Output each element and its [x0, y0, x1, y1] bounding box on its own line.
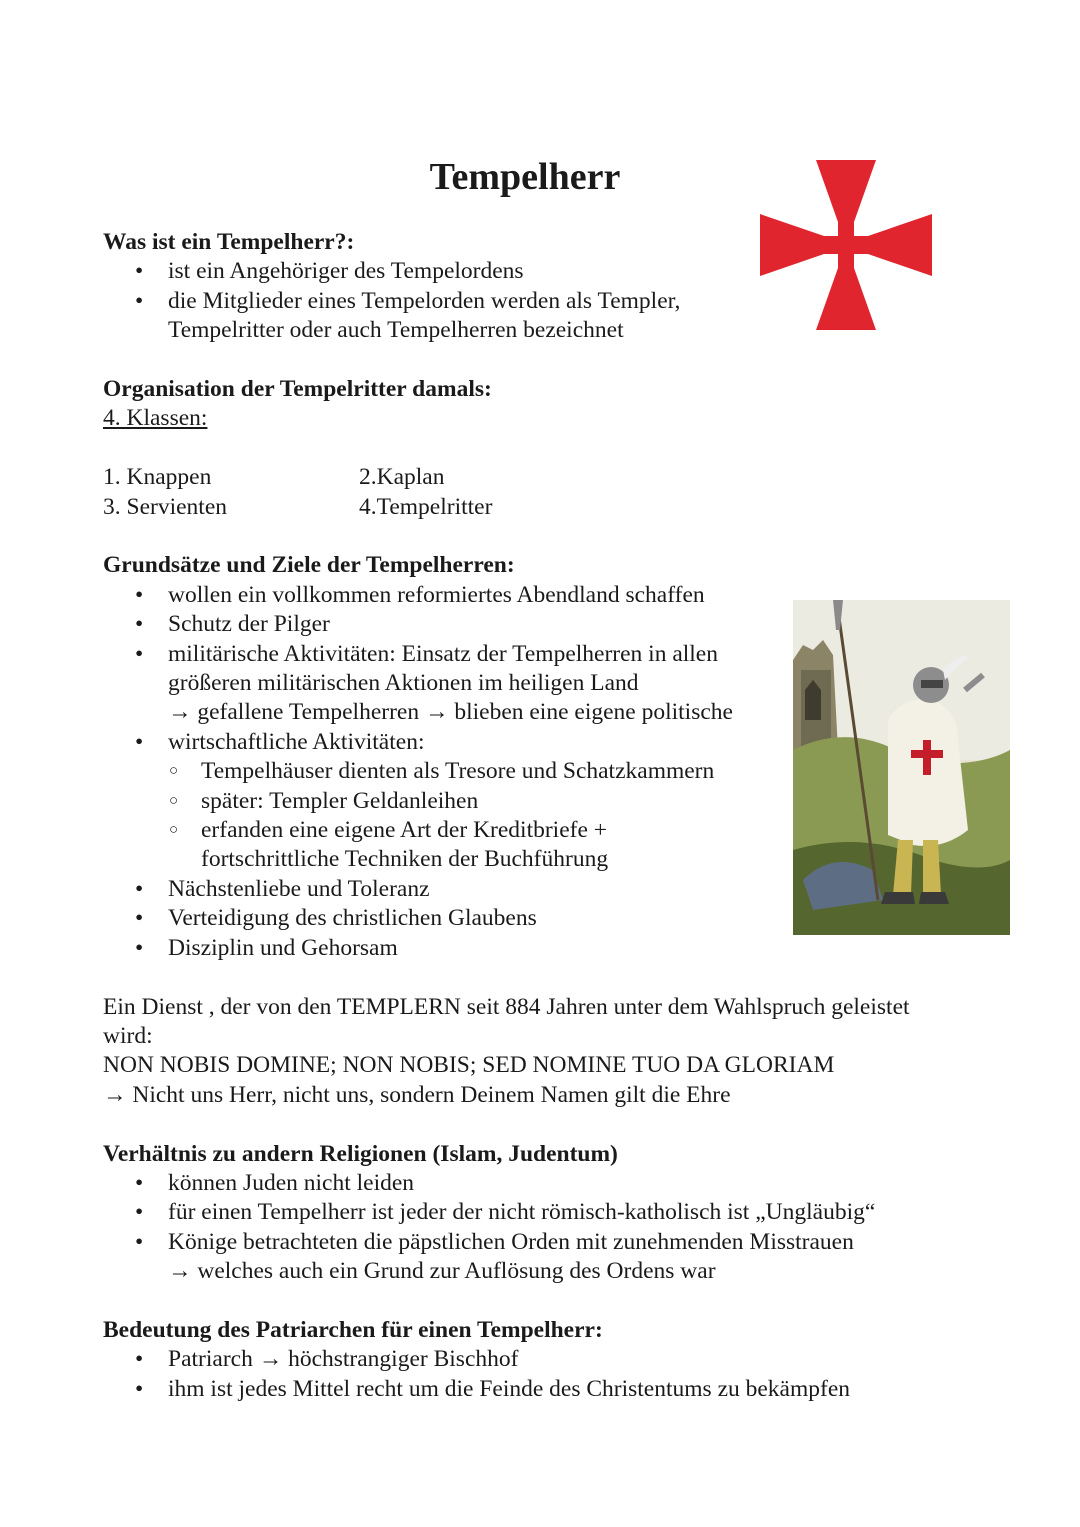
motto-latin: NON NOBIS DOMINE; NON NOBIS; SED NOMINE TUO DA GLORIAM — [103, 1052, 835, 1079]
classes-grid — [103, 463, 1003, 522]
sub-list-item: ○ erfanden eine eigene Art der Kreditbriefe + fortschrittliche Techniken der Buchführung — [103, 816, 1003, 875]
class-item: 4.Tempelritter — [359, 493, 493, 520]
document-body — [103, 228, 1003, 1404]
sub-list-item: ○ Tempelhäuser dienten als Tresore und Schatzkammern — [103, 757, 1003, 786]
class-item: 3. Servienten — [103, 493, 227, 520]
sub-list-item: ○ später: Templer Geldanleihen — [103, 787, 1003, 816]
list-item: • ihm ist jedes Mittel recht um die Feinde des Christentums zu bekämpfen — [103, 1375, 1003, 1404]
motto-translation: → Nicht uns Herr, nicht uns, sondern Deinem Namen gilt die Ehre — [103, 1081, 731, 1108]
class-item: 2.Kaplan — [359, 464, 445, 491]
section-heading-patriarch: Bedeutung des Patriarchen für einen Tempelherr: — [103, 1316, 603, 1343]
classes-subheading: 4. Klassen: — [103, 405, 208, 432]
list-item: • für einen Tempelherr ist jeder der nicht römisch-katholisch ist „Ungläubig“ — [103, 1198, 1003, 1227]
arrow-note: → welches auch ein Grund zur Auflösung des Ordens war — [168, 1258, 716, 1285]
section-heading-principles: Grundsätze und Ziele der Tempelherren: — [103, 552, 515, 579]
motto-line: wird: — [103, 1022, 153, 1049]
economic-sublist — [103, 757, 1003, 875]
list-item: • können Juden nicht leiden — [103, 1169, 1003, 1198]
section-heading-organisation: Organisation der Tempelritter damals: — [103, 376, 492, 403]
list-item: • Verteidigung des christlichen Glaubens — [103, 904, 1003, 933]
principles-list — [103, 581, 1003, 699]
list-item: • wirtschaftliche Aktivitäten: — [103, 728, 1003, 757]
motto-paragraph — [103, 993, 1003, 1111]
arrow-note: → gefallene Tempelherren → blieben eine eigene politische — [168, 699, 733, 726]
page-title: Tempelherr — [429, 156, 621, 198]
what-list — [103, 257, 783, 345]
principles-list-2 — [103, 728, 1003, 757]
list-item: • Schutz der Pilger — [103, 610, 1003, 639]
list-item: • Nächstenliebe und Toleranz — [103, 875, 1003, 904]
patriarch-list — [103, 1345, 1003, 1404]
list-item: • ist ein Angehöriger des Tempelordens — [103, 257, 783, 286]
list-item: • Disziplin und Gehorsam — [103, 934, 1003, 963]
list-item: • die Mitglieder eines Tempelorden werden als Templer, Tempelritter oder auch Tempelherren bezeichnet — [103, 287, 783, 346]
principles-list-3 — [103, 875, 1003, 963]
class-item: 1. Knappen — [103, 464, 212, 491]
list-item: • wollen ein vollkommen reformiertes Abendland schaffen — [103, 581, 1003, 610]
motto-line: Ein Dienst , der von den TEMPLERN seit 884 Jahren unter dem Wahlspruch geleistet — [103, 993, 910, 1020]
section-heading-religions: Verhältnis zu andern Religionen (Islam, Judentum) — [103, 1140, 618, 1167]
list-item: • militärische Aktivitäten: Einsatz der Tempelherren in allen größeren militärischen Aktionen im heiligen Land — [103, 640, 1003, 699]
list-item: • Patriarch → höchstrangiger Bischhof — [103, 1345, 1003, 1374]
religions-list — [103, 1169, 1003, 1257]
list-item: • Könige betrachteten die päpstlichen Orden mit zunehmenden Misstrauen — [103, 1228, 1003, 1257]
section-heading-what: Was ist ein Tempelherr?: — [103, 229, 355, 255]
